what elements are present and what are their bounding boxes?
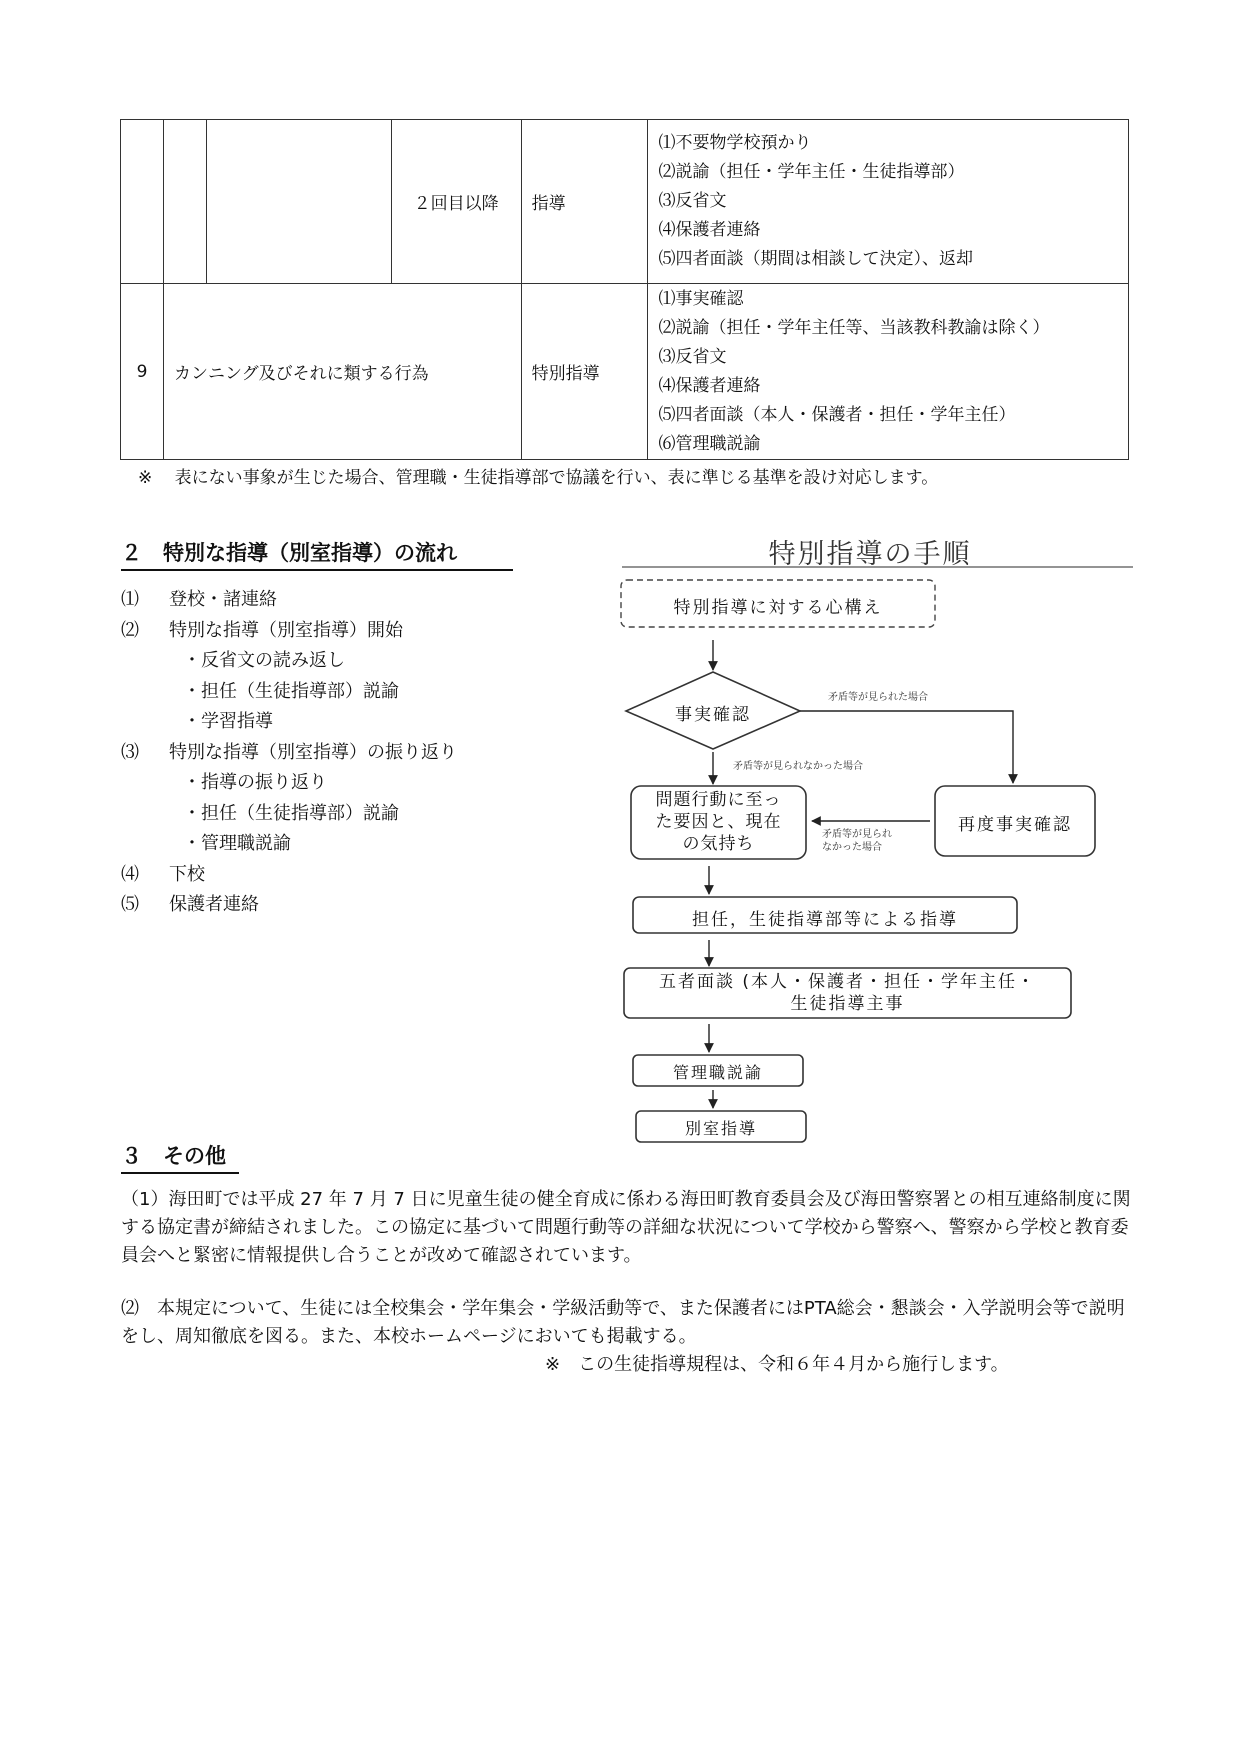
procedure-text: ・担任（生徒指導部）説諭 bbox=[183, 802, 399, 824]
five-party-line: 生徒指導主事 bbox=[790, 994, 905, 1014]
procedure-number: ⑸ bbox=[121, 894, 139, 915]
section3-heading: ３ その他 bbox=[121, 1140, 239, 1174]
flowchart-title: 特別指導の手順 bbox=[768, 539, 972, 570]
procedure-number: ⑵ bbox=[121, 619, 139, 641]
section2-heading: ２ 特別な指導（別室指導）の流れ bbox=[121, 537, 513, 571]
measure-item: ⑷保護者連絡 bbox=[658, 375, 761, 396]
table-cell-number: 9 bbox=[121, 284, 164, 460]
reason-line: の気持ち bbox=[682, 834, 755, 854]
measure-item: ⑸四者面談（本人・保護者・担任・学年主任） bbox=[658, 404, 1016, 425]
reason-label bbox=[631, 789, 806, 855]
procedure-text: ・学習指導 bbox=[183, 711, 273, 732]
procedure-text: 特別な指導（別室指導）開始 bbox=[169, 619, 403, 641]
procedure-text: 特別な指導（別室指導）の振り返り bbox=[169, 741, 457, 763]
procedure-text: 登校・諸連絡 bbox=[169, 589, 277, 610]
branch-yes-label: 矛盾等が見られた場合 bbox=[828, 692, 928, 703]
measure-item: ⑵説諭（担任・学年主任等、当該教科教諭は除く） bbox=[658, 317, 1050, 338]
paragraph-1: （1）海田町では平成 27 年 7 月 7 日に児童生徒の健全育成に係わる海田町教育委員会及び海田警察署との相互連絡制度に関する協定書が締結されました。この協定に基づいて問題行動等の詳細な状況について学校から警察へ、警察から学校と教育委員会へと緊密に情報提供し合うことが改めて確認されています。 bbox=[121, 1189, 1131, 1266]
table-cell-action: 特別指導 bbox=[521, 284, 648, 460]
homeroom-label: 担任，生徒指導部等による指導 bbox=[692, 910, 958, 930]
measure-item: ⑶反省文 bbox=[658, 191, 727, 211]
measure-item: ⑶反省文 bbox=[658, 346, 727, 367]
separate-room-label: 別室指導 bbox=[684, 1119, 757, 1138]
procedure-text: ・指導の振り返り bbox=[183, 772, 327, 793]
procedure-number: ⑶ bbox=[121, 741, 139, 763]
five-party-line: 五者面談 (本人・保護者・担任・学年主任・ bbox=[658, 972, 1037, 992]
recheck-no-label bbox=[822, 828, 892, 854]
table-cell-action: 指導 bbox=[521, 120, 648, 284]
measure-item: ⑹管理職説諭 bbox=[658, 433, 761, 454]
mindset-label: 特別指導に対する心構え bbox=[673, 598, 883, 618]
reason-line: 問題行動に至っ bbox=[655, 790, 782, 810]
measure-item: ⑵説諭（担任・学年主任・生徒指導部） bbox=[658, 162, 965, 182]
table-note: ※ 表にない事象が生じた場合、管理職・生徒指導部で協議を行い、表に準じる基準を設け対応します。 bbox=[138, 468, 939, 488]
table-cell-occurrence: ２回目以降 bbox=[391, 120, 521, 284]
procedure-number: ⑷ bbox=[121, 863, 139, 885]
five-party-label bbox=[624, 971, 1071, 1015]
recheck-no-line: 矛盾等が見られ bbox=[822, 829, 892, 840]
procedure-text: ・管理職説諭 bbox=[183, 833, 291, 854]
arrow bbox=[800, 711, 1013, 783]
table-cell-item: カンニング及びそれに類する行為 bbox=[163, 284, 521, 460]
procedure-text: 下校 bbox=[169, 863, 205, 885]
fact-check-label: 事実確認 bbox=[675, 705, 751, 725]
paragraph-2: ⑵ 本規定について、生徒には全校集会・学年集会・学級活動等で、また保護者にはPTA総会・懇談会・入学説明会等で説明をし、周知徹底を図る。また、本校ホームページにおいても掲載する。 bbox=[121, 1298, 1125, 1347]
procedure-text: ・反省文の読み返し bbox=[183, 650, 345, 671]
measure-item: ⑴事実確認 bbox=[658, 288, 744, 309]
recheck-no-line: なかった場合 bbox=[822, 842, 882, 853]
procedure-text: 保護者連絡 bbox=[169, 894, 259, 915]
enforcement-note: ※ この生徒指導規程は、令和６年４月から施行します。 bbox=[545, 1354, 1009, 1375]
procedure-number: ⑴ bbox=[121, 589, 139, 610]
reason-line: た要因と、現在 bbox=[655, 812, 782, 832]
recheck-label: 再度事実確認 bbox=[958, 815, 1072, 835]
admin-label: 管理職説諭 bbox=[672, 1063, 763, 1082]
branch-no-label: 矛盾等が見られなかった場合 bbox=[733, 761, 863, 772]
measure-item: ⑴不要物学校預かり bbox=[658, 133, 812, 153]
procedure-text: ・担任（生徒指導部）説諭 bbox=[183, 680, 399, 702]
measure-item: ⑷保護者連絡 bbox=[658, 220, 761, 240]
measure-item: ⑸四者面談（期間は相談して決定）、返却 bbox=[658, 249, 973, 269]
